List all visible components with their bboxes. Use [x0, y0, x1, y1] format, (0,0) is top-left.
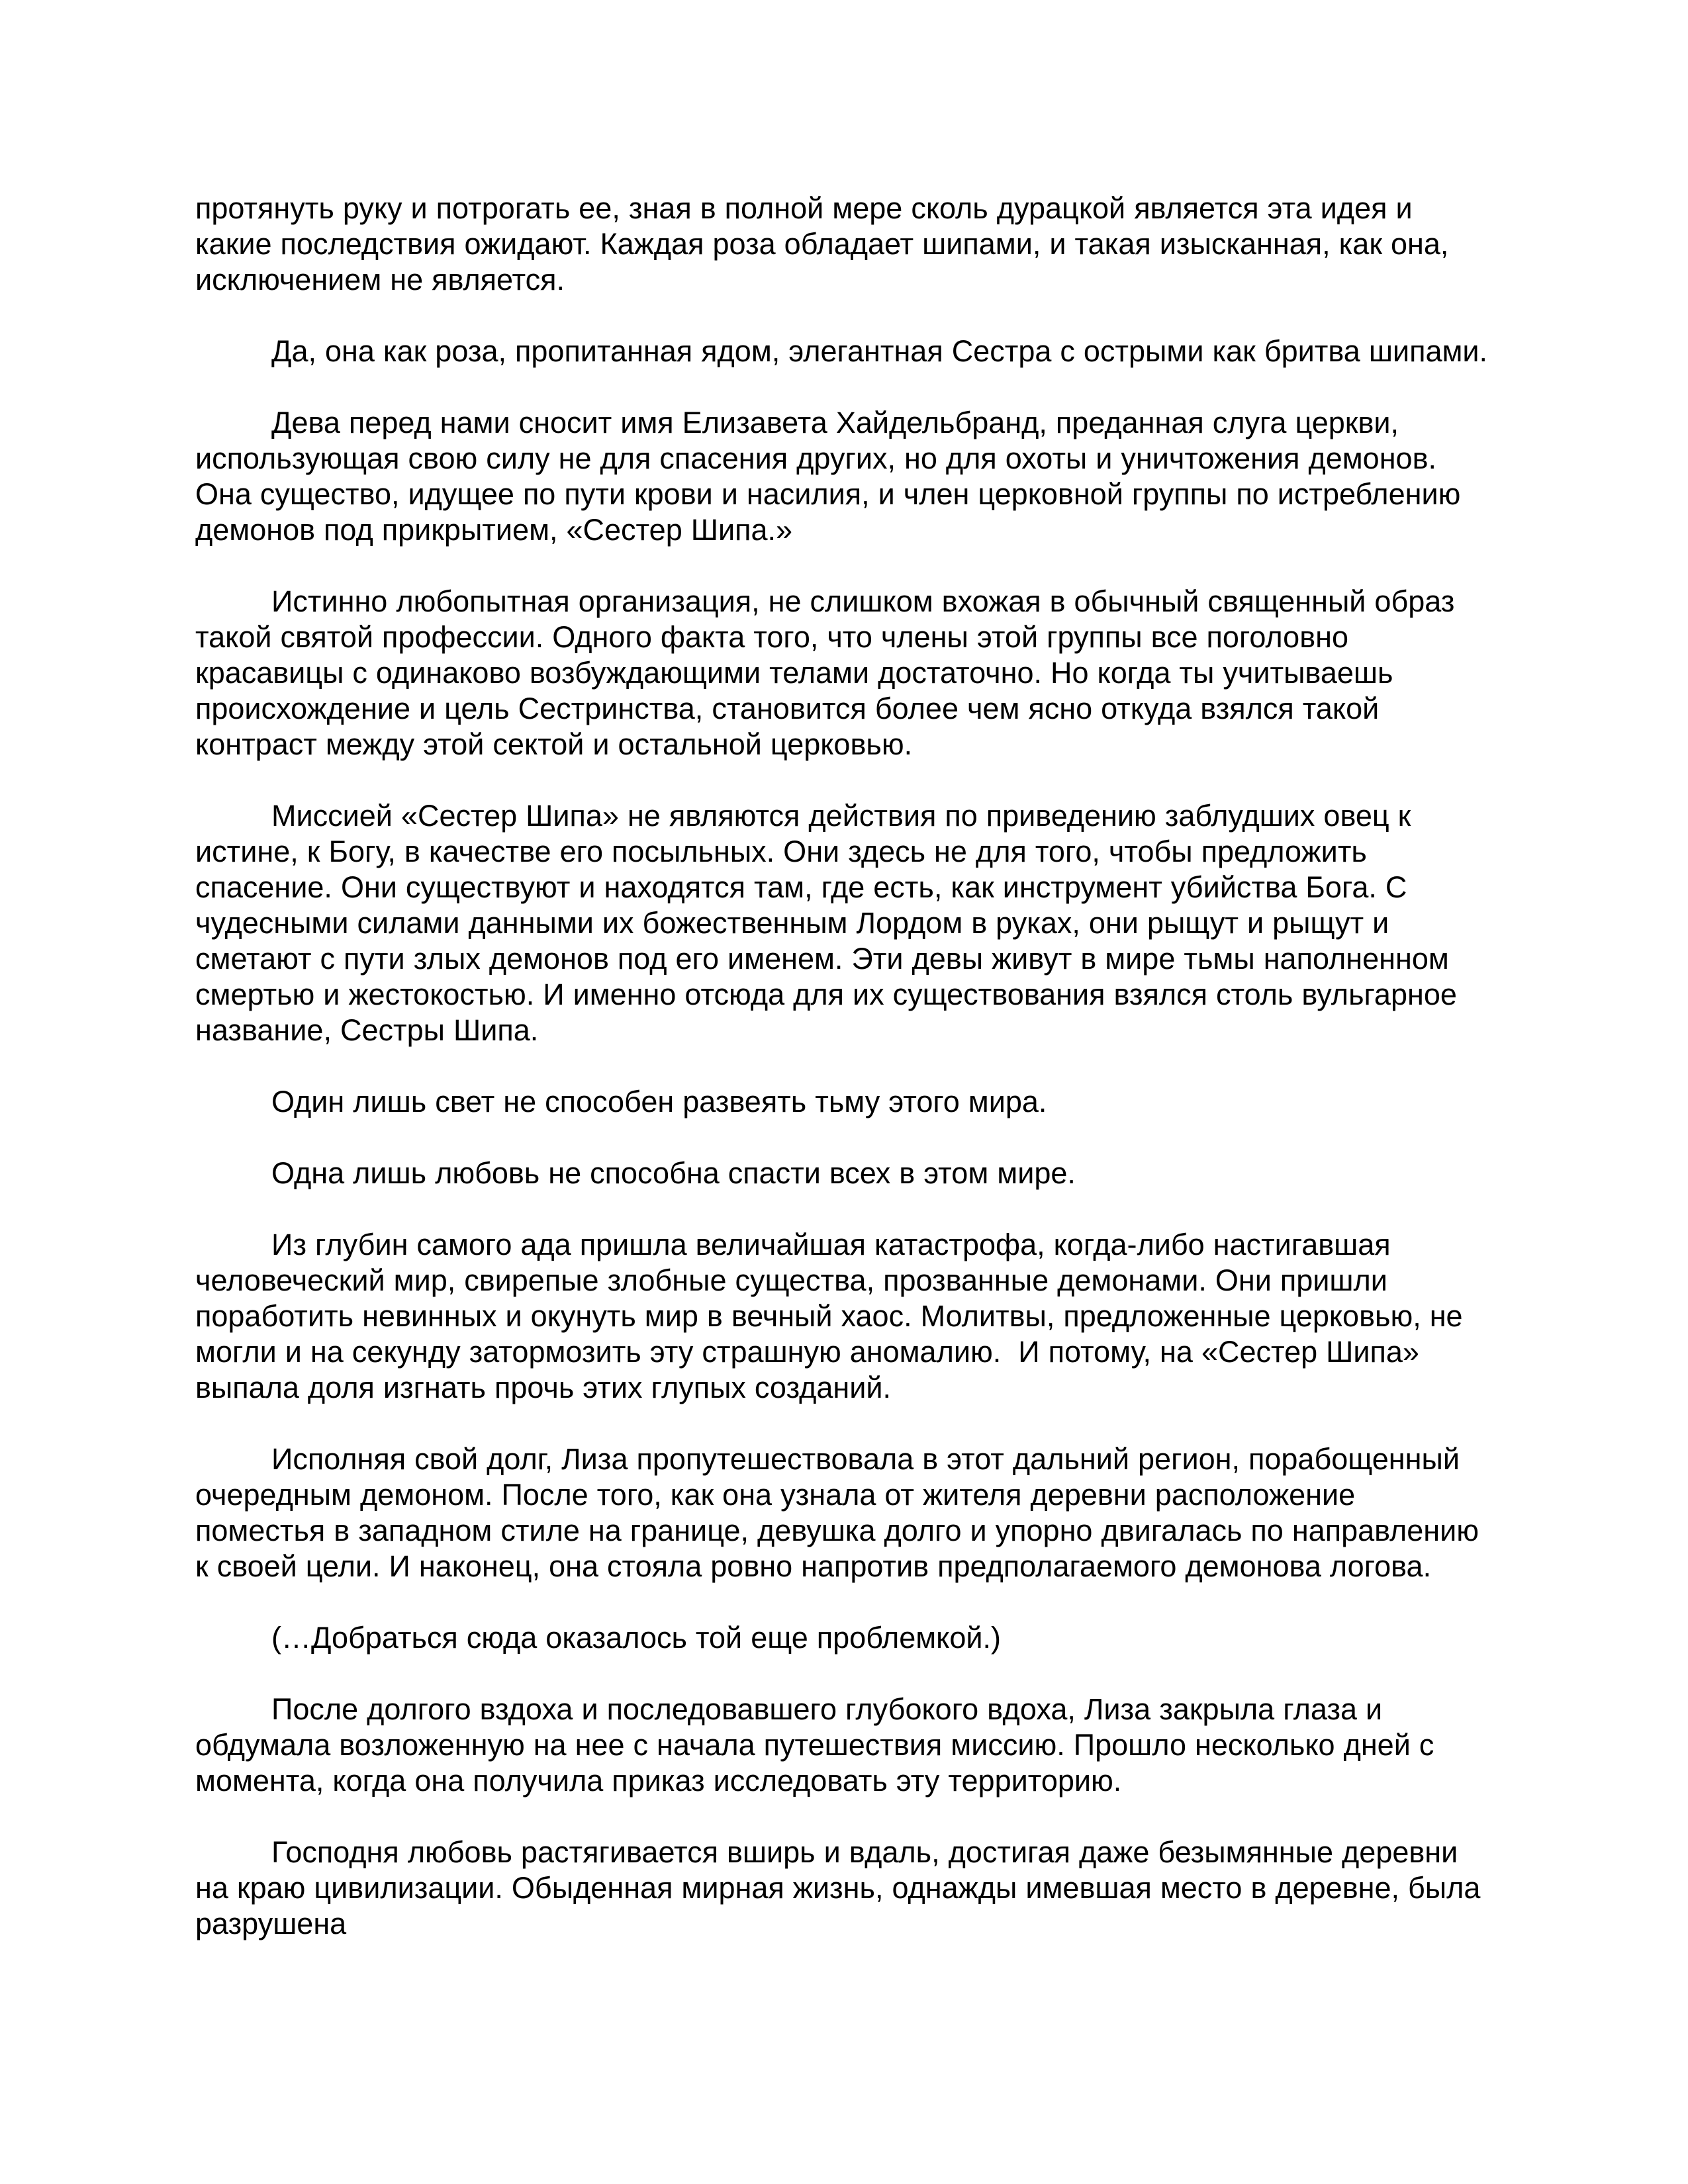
- paragraph: Господня любовь растягивается вширь и вдаль, достигая даже безымянные деревни на краю цивилизации. Обыденная мирная жизнь, однажды имевшая место в деревне, была разрушена: [195, 1835, 1489, 1940]
- paragraph: Один лишь свет не способен развеять тьму этого мира.: [271, 1085, 1047, 1118]
- paragraph: (…Добраться сюда оказалось той еще проблемкой.): [271, 1621, 1002, 1655]
- paragraph: Миссией «Сестер Шипа» не являются действия по приведению заблудших овец к истине, к Богу, в качестве его посыльных. Они здесь не для того, чтобы предложить спасение. Они существуют и находятся там, где есть, как инструмент убийства Бога. С чудесными силами данными их божественным Лордом в руках, они рыщут и рыщут и сметают с пути злых демонов под его именем. Эти девы живут в мире тьмы наполненном смертью и жестокостью. И именно отсюда для их существования взялся столь вульгарное название, Сестры Шипа.: [195, 799, 1466, 1047]
- paragraph: протянуть руку и потрогать ее, зная в полной мере сколь дурацкой является эта идея и какие последствия ожидают. Каждая роза обладает шипами, и такая изысканная, как она, исключением не является.: [195, 191, 1458, 296]
- document-body: [195, 191, 1491, 1942]
- paragraph: Дева перед нами сносит имя Елизавета Хайдельбранд, преданная слуга церкви, использующая свою силу не для спасения других, но для охоты и уничтожения демонов. Она существо, идущее по пути крови и насилия, и член церковной группы по истреблению демонов под прикрытием, «Сестер Шипа.»: [195, 406, 1470, 547]
- paragraph: Истинно любопытная организация, не слишком вхожая в обычный священный образ такой святой профессии. Одного факта того, что члены этой группы все поголовно красавицы с одинаково возбуждающими телами достаточно. Но когда ты учитываешь происхождение и цель Сестринства, становится более чем ясно откуда взялся такой контраст между этой сектой и остальной церковью.: [195, 584, 1464, 761]
- paragraph: Да, она как роза, пропитанная ядом, элегантная Сестра с острыми как бритва шипами.: [271, 334, 1488, 368]
- paragraph: После долгого вздоха и последовавшего глубокого вдоха, Лиза закрыла глаза и обдумала возложенную на нее с начала путешествия миссию. Прошло несколько дней с момента, когда она получила приказ исследовать эту территорию.: [195, 1692, 1443, 1797]
- paragraph: Исполняя свой долг, Лиза пропутешествовала в этот дальний регион, порабощенный очередным демоном. После того, как она узнала от жителя деревни расположение поместья в западном стиле на границе, девушка долго и упорно двигалась по направлению к своей цели. И наконец, она стояла ровно напротив предполагаемого демонова логова.: [195, 1442, 1488, 1583]
- paragraph: Из глубин самого ада пришла величайшая катастрофа, когда-либо настигавшая человеческий мир, свирепые злобные существа, прозванные демонами. Они пришли поработить невинных и окунуть мир в вечный хаос. Молитвы, предложенные церковью, не могли и на секунду затормозить эту страшную аномалию. И потому, на «Сестер Шипа» выпала доля изгнать прочь этих глупых созданий.: [195, 1228, 1472, 1404]
- paragraph: Одна лишь любовь не способна спасти всех в этом мире.: [271, 1156, 1076, 1190]
